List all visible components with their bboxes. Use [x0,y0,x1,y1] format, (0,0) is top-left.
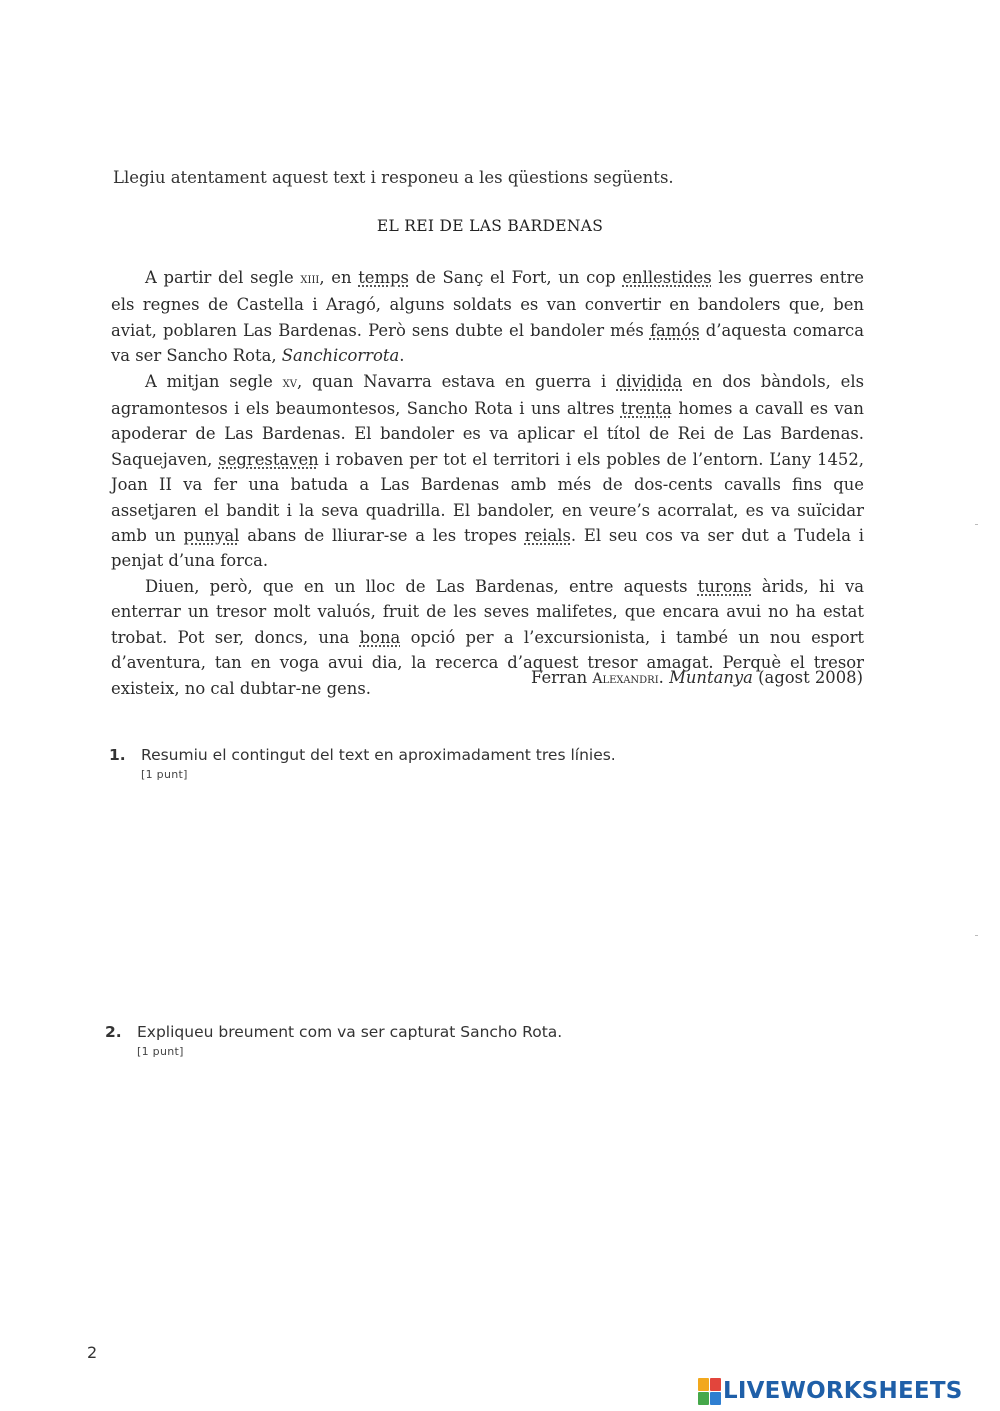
instructions: Llegiu atentament aquest text i responeu a les qüestions següents. [113,168,674,187]
paragraph-3: Diuen, però, que en un lloc de Las Bardenas, entre aquests turons àrids, hi va enterrar un tresor molt valuós, fruit de les seves malifetes, que encara avui no ha estat trobat. Pot ser, doncs, una bona opció per a l’excursionista, i també un nou esport d’aventura, tan en voga avui dia, la recerca d’aquest tresor amagat. Perquè el tresor existeix, no cal dubtar-ne gens. [111,576,864,698]
question-points: [1 punt] [137,1045,184,1058]
century-numeral: xiii [300,271,320,287]
vocab-word: reials [524,526,571,546]
paragraph-1: A partir del segle xiii, en temps de Sanç el Fort, un cop enllestides les guerres entre els regnes de Castella i Aragó, alguns soldats es van convertir en bandolers que, ben aviat, poblaren Las Bardenas. Però sens dubte el bandoler més famós d’aquesta comarca va ser Sancho Rota, Sanchicorrota. [111,268,865,366]
vocab-word: enllestides [622,268,712,287]
question-text: Resumiu el contingut del text en aproximadament tres línies. [141,746,616,764]
question-points: [1 punt] [141,768,188,781]
source-credit: Ferran Alexandri. Muntanya (agost 2008) [530,668,863,687]
question-2 [105,1023,562,1058]
text-title: EL REI DE LAS BARDENAS [376,217,604,235]
magazine-name: Muntanya [669,668,753,687]
century-numeral: xv [282,374,297,391]
vocab-word: segrestaven [218,449,319,469]
vocab-word: turons [697,576,752,596]
paragraph-2: A mitjan segle xv, quan Navarra estava en guerra i dividida en dos bàndols, els agramontesos i els beaumontesos, Sancho Rota i uns altres trenta homes a cavall es van apoderar de Las Bardenas. El bandoler es va aplicar el títol de Rei de Las Bardenas. Saquejaven, segrestaven i robaven per tot el territori i els pobles de l’entorn. L’any 1452, Joan II va fer una batuda a Las Bardenas amb més de dos-cents cavalls fins que assetjaren el bandit i la seva quadrilla. El bandoler, en veure’s acorralat, es va suïcidar amb un punyal abans de lliurar-se a les tropes reials. El seu cos va ser dut a Tudela i penjat d’una forca. [111,371,865,571]
logo-text: LIVEWORKSHEETS [723,1378,963,1404]
vocab-word: dividida [616,371,683,391]
liveworksheets-logo-icon [698,1378,720,1404]
scan-speck [975,935,978,936]
vocab-word: trenta [620,399,672,419]
reading-passage [111,265,864,701]
scan-speck [975,524,978,525]
vocab-word: famós [649,320,700,340]
question-text: Expliqueu breument com va ser capturat Sancho Rota. [137,1023,563,1041]
question-number: 1. [109,746,126,764]
vocab-word: temps [358,268,409,287]
author-surname: Alexandri [592,671,659,687]
vocab-word: punyal [183,526,240,546]
question-1 [109,746,616,781]
liveworksheets-logo[interactable] [698,1378,962,1404]
question-number: 2. [105,1023,122,1041]
nickname: Sanchicorrota [281,346,400,366]
page-number: 2 [87,1343,98,1362]
vocab-word: bona [359,627,401,647]
